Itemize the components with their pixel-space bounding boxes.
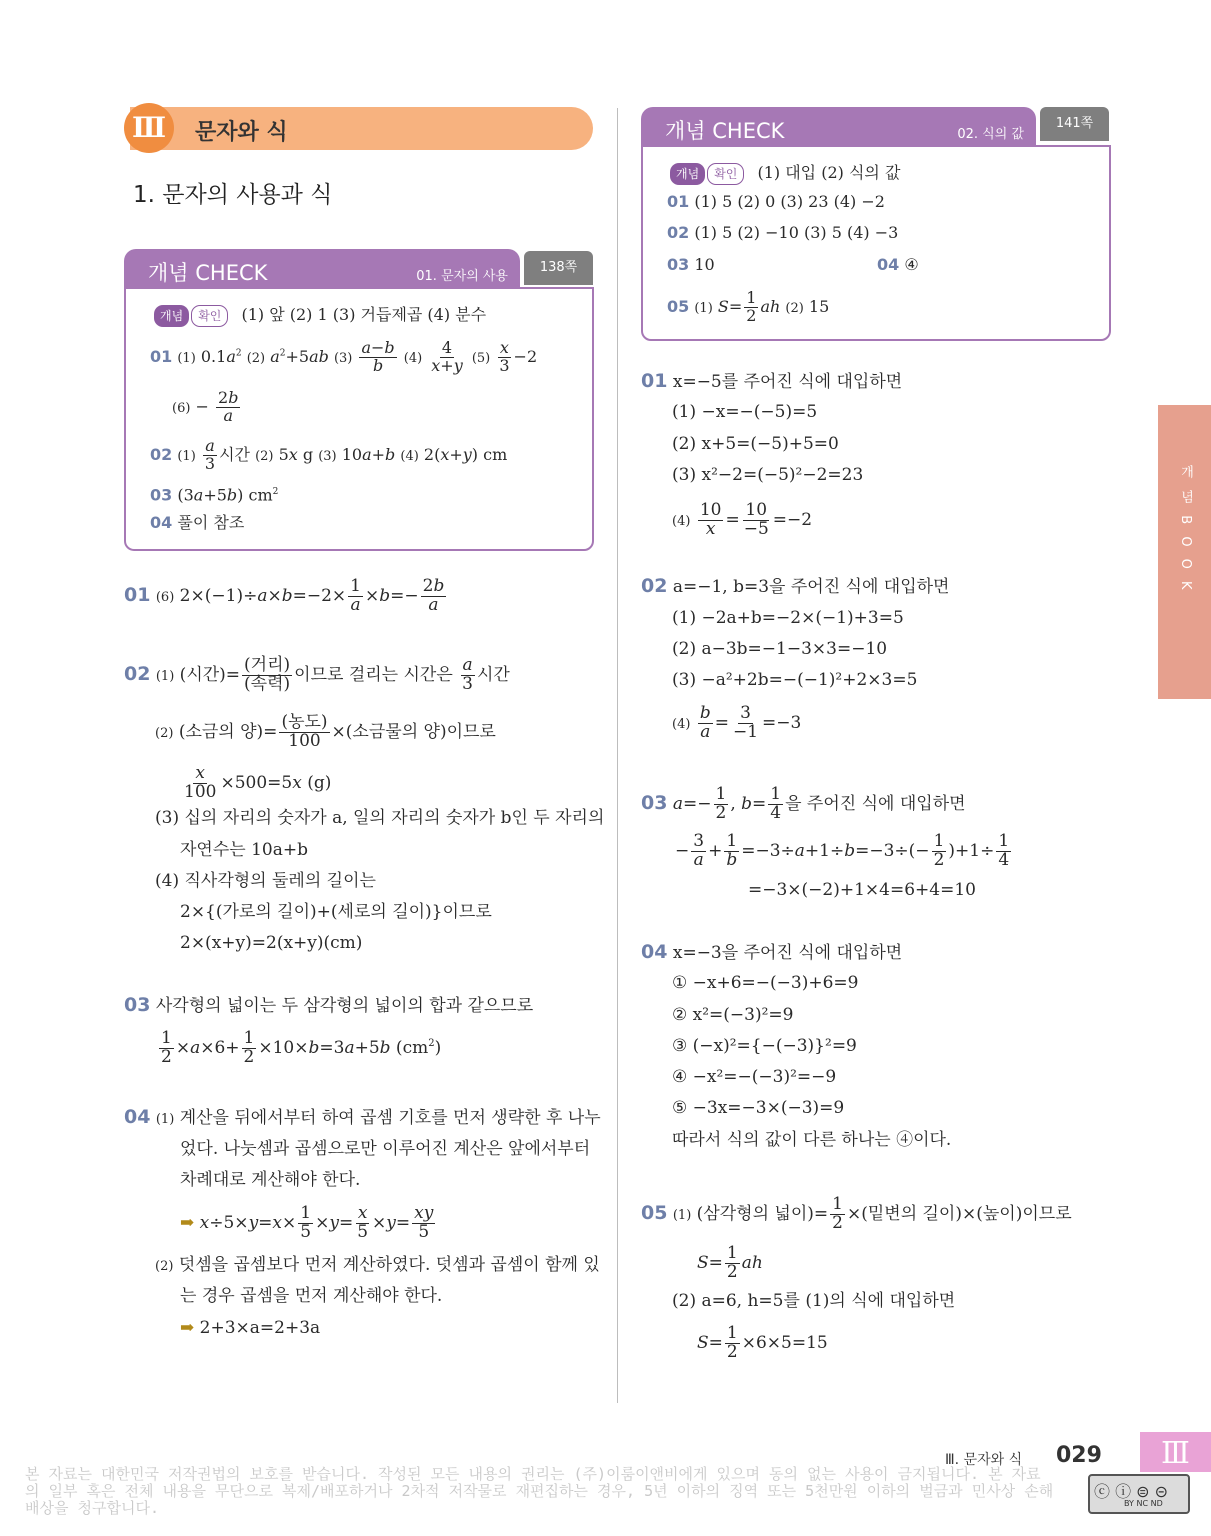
concept-pill: 개념 [154, 305, 189, 327]
right-q01-2: (2) x+5=(−5)+5=0 [672, 434, 839, 454]
left-q04-1b: 었다. 나눗셈과 곱셈으로만 이루어진 계산은 앞에서부터 [180, 1139, 591, 1159]
check2-item-04 [877, 255, 919, 275]
right-q05-2: (2) a=6, h=5를 (1)의 식에 대입하면 [672, 1291, 956, 1311]
check2-page: 141쪽 [1040, 107, 1109, 141]
check2-confirm-row [670, 163, 900, 185]
check2-header [641, 107, 1036, 145]
right-q01-4: (4) $\frac{10}{x}$ = $\frac{10}{-5}$ =−2 [672, 500, 813, 539]
section-title: 1. 문자의 사용과 식 [133, 182, 333, 208]
check1-subtitle: 01. 문자의 사용 [416, 269, 508, 284]
item-text: (1) 5 (2) 0 (3) 23 (4) −2 [694, 192, 885, 211]
q04-2c-text: 2+3×a=2+3a [199, 1318, 321, 1338]
concept-pill: 개념 [670, 163, 705, 185]
check1-confirm-row [154, 305, 486, 327]
item-number: 03 [150, 485, 173, 505]
check1-item-01: 01 (1) $0.1a^2$ (2) $a^2+5ab$ (3) $\frac{a-b}{b}$ (4) $\frac{4}{x+y}$ (5) $\frac{x}{3}$ −2 [150, 338, 538, 375]
left-q04-2c: ➡ 2+3×a=2+3a [180, 1318, 321, 1338]
q01-head-text: x=−5를 주어진 식에 대입하면 [672, 372, 903, 392]
item-number: 04 [150, 513, 173, 532]
check2-title: 개념 CHECK [665, 119, 785, 143]
check1-item-01-6: (6) − $\frac{2b}{a}$ [172, 388, 239, 425]
left-q01: 01 (6) 2×(−1)÷a×b=−2× $\frac{1}{a}$ ×b=− $\frac{2b}{a}$ [124, 576, 445, 615]
check1-item-03: 03 (3a+5b) $cm^2$ [150, 485, 279, 505]
right-q05-2-eq: S= $\frac{1}{2}$ ×6×5=15 [697, 1323, 828, 1362]
check2-item-01 [667, 192, 885, 212]
item-text: ④ [904, 255, 919, 274]
side-tab-label: 개 념 B O O K [1178, 465, 1193, 594]
item-text: 10 [694, 255, 715, 274]
left-q02-4b: 2×{(가로의 길이)+(세로의 길이)}이므로 [180, 902, 492, 922]
q04-2a-text: 덧셈을 곱셈보다 먼저 계산하였다. 덧셈과 곱셈이 함께 있 [178, 1255, 600, 1275]
item-number: 02 [667, 223, 690, 242]
left-q04-1c: 차례대로 계산해야 한다. [180, 1170, 361, 1190]
q03-text: 사각형의 넓이는 두 삼각형의 넓이의 합과 같으므로 [155, 996, 534, 1016]
check1-item-04 [150, 513, 244, 533]
check1-header [124, 249, 520, 287]
right-q02-head: 02 a=−1, b=3을 주어진 식에 대입하면 [641, 575, 950, 597]
confirm-pill: 확인 [707, 163, 744, 185]
check2-subtitle: 02. 식의 값 [957, 127, 1024, 142]
footer-tab: Ⅲ [1140, 1432, 1211, 1472]
right-q02-2: (2) a−3b=−1−3×3=−10 [672, 639, 888, 659]
check2-item-03 [667, 255, 715, 275]
right-q02-1: (1) −2a+b=−2×(−1)+3=5 [672, 608, 904, 628]
chapter-numeral: Ⅲ [124, 103, 174, 153]
left-q03: 03 사각형의 넓이는 두 삼각형의 넓이의 합과 같으므로 [124, 994, 534, 1016]
check1-page: 138쪽 [524, 251, 593, 285]
item-number: 03 [667, 255, 690, 274]
q05-1-text: ×(밑변의 길이)×(높이)이므로 [846, 1203, 1072, 1224]
chapter-title: 문자와 식 [195, 120, 288, 145]
left-q03-eq: $\frac{1}{2}$ ×a×6+ $\frac{1}{2}$ ×10×b=3a+5b $(cm^2)$ [161, 1028, 442, 1067]
right-q04-3: ③ (−x)²={−(−3)}²=9 [672, 1036, 857, 1056]
left-q02-4a: (4) 직사각형의 둘레의 길이는 [155, 871, 376, 891]
item-number: 01 [150, 346, 173, 366]
check2-item-02 [667, 223, 898, 243]
item-number: 04 [877, 255, 900, 274]
right-q04-2: ② x²=(−3)²=9 [672, 1005, 794, 1025]
cc-license-text: BY NC ND [1124, 1499, 1163, 1508]
left-q04-2a: (2) 덧셈을 곱셈보다 먼저 계산하였다. 덧셈과 곱셈이 함께 있 [155, 1255, 600, 1275]
left-q04-1-eq: ➡ x÷5×y=x× $\frac{1}{5}$ ×y= $\frac{x}{5}$ ×y= $\frac{xy}{5}$ [180, 1203, 434, 1242]
q04-1a-text: 계산을 뒤에서부터 하여 곱셈 기호를 먼저 생략한 후 나누 [179, 1108, 601, 1128]
item-number: 05 [667, 296, 690, 316]
right-q01-3: (3) x²−2=(−5)²−2=23 [672, 465, 864, 485]
left-q02-1: 02 (1) (시간)= $\frac{\text{(거리)}}{\text{(속력)}}$ 이므로 걸리는 시간은 $\frac{a}{3}$ 시간 [124, 655, 510, 694]
right-q01-head: 01 x=−5를 주어진 식에 대입하면 [641, 370, 903, 392]
check1-item-02: 02 (1) $\frac{a}{3}$ 시간 (2) 5x g (3) 10a+b (4) 2(x+y) cm [150, 436, 508, 473]
footer-chapter: Ⅲ. 문자와 식 [945, 1452, 1023, 1468]
item-text: (1) 5 (2) −10 (3) 5 (4) −3 [694, 223, 899, 242]
left-q04-2b: 는 경우 곱셈을 먼저 계산해야 한다. [180, 1286, 443, 1306]
right-q04-5: ⑤ −3x=−3×(−3)=9 [672, 1098, 845, 1118]
confirm-pill: 확인 [191, 305, 228, 327]
right-q05-1-eq: S= $\frac{1}{2}$ ah [697, 1243, 763, 1282]
footer-page-number: 029 [1056, 1443, 1102, 1468]
right-q04-concl: 따라서 식의 값이 다른 하나는 ④이다. [672, 1130, 952, 1150]
column-divider [617, 108, 618, 1403]
left-q02-2: (2) (소금의 양)= $\frac{\text{(농도)}}{100}$ ×(소금물의 양)이므로 [155, 712, 496, 751]
left-q02-3a: (3) 십의 자리의 숫자가 a, 일의 자리의 숫자가 b인 두 자리의 [155, 808, 605, 828]
cc-icon: ⓒ ⓘ ⊜ ⊝ [1094, 1482, 1169, 1501]
q02-head-text: a=−1, b=3을 주어진 식에 대입하면 [672, 577, 950, 597]
right-q04-4: ④ −x²=−(−3)²=−9 [672, 1067, 837, 1087]
right-q04-1: ① −x+6=−(−3)+6=9 [672, 973, 859, 993]
check1-confirm-text: (1) 앞 (2) 1 (3) 거듭제곱 (4) 분수 [241, 305, 487, 324]
item-04-text: 풀이 참조 [177, 513, 245, 532]
check1-title: 개념 CHECK [148, 261, 268, 285]
right-q05-1: 05 (1) (삼각형의 넓이)= $\frac{1}{2}$ ×(밑변의 길이)×(높이)이므로 [641, 1194, 1072, 1233]
right-q03-head: 03 a=− $\frac{1}{2}$ , b= $\frac{1}{4}$ 을 주어진 식에 대입하면 [641, 784, 966, 823]
check2-item-05: 05 (1) S= $\frac{1}{2}$ ah (2) 15 [667, 288, 830, 325]
right-q03-eq1: − $\frac{3}{a}$ + $\frac{1}{b}$ =−3÷a+1÷b=−3÷(− $\frac{1}{2}$ )+1÷ $\frac{1}{4}$ [675, 831, 1010, 870]
cc-license-badge [1088, 1474, 1190, 1514]
q04-head-text: x=−3을 주어진 식에 대입하면 [672, 943, 903, 963]
q02-1-text: 이므로 걸리는 시간은 [294, 664, 453, 685]
right-q01-1: (1) −x=−(−5)=5 [672, 402, 818, 422]
copyright-watermark: 본 자료는 대한민국 저작권법의 보호를 받습니다. 작성된 모든 내용의 권리는 (주)이룸이앤비에게 있으며 동의 없는 사용이 금지됩니다. 본 자료의 일부 혹은 전체 내용을 무단으로 복제/배포하거나 2차적 저작물로 재편집하는 경우, 5년 이하의 징역 또는 5천만원 이하의 벌금과 민사상 손해배상을 청구합니다. [25, 1465, 1054, 1517]
check2-confirm-text: (1) 대입 (2) 식의 값 [757, 163, 901, 182]
left-q02-3b: 자연수는 10a+b [180, 840, 308, 860]
left-q04-1a: 04 (1) 계산을 뒤에서부터 하여 곱셈 기호를 먼저 생략한 후 나누 [124, 1106, 601, 1128]
side-tab [1158, 405, 1211, 699]
item-number: 01 [667, 192, 690, 211]
q03-head-text: 을 주어진 식에 대입하면 [785, 793, 966, 814]
left-q02-4c: 2×(x+y)=2(x+y)(cm) [180, 933, 363, 953]
right-q02-3: (3) −a²+2b=−(−1)²+2×3=5 [672, 670, 918, 690]
item-number: 02 [150, 444, 173, 464]
right-q02-4: (4) $\frac{b}{a}$ = $\frac{3}{-1}$ =−3 [672, 703, 802, 742]
q02-2-text: (소금물의 양)이므로 [345, 721, 496, 742]
left-q02-2b: $\frac{x}{100}$ ×500=5x (g) [184, 763, 332, 802]
right-q04-head: 04 x=−3을 주어진 식에 대입하면 [641, 941, 903, 963]
right-q03-eq2: =−3×(−2)+1×4=6+4=10 [748, 880, 976, 900]
